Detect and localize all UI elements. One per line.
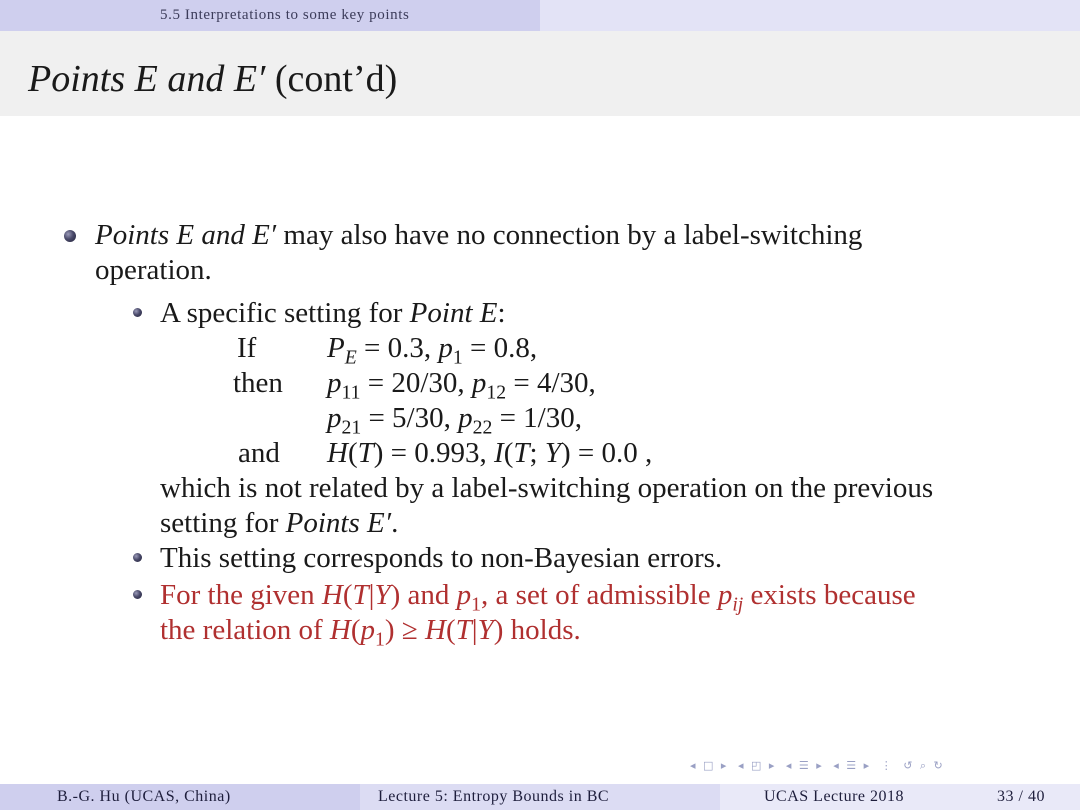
equation-line-4: H(T) = 0.993, I(T; Y) = 0.0 , bbox=[327, 437, 653, 469]
footer-author: B.-G. Hu (UCAS, China) bbox=[57, 788, 231, 805]
sub-bullet-icon bbox=[133, 308, 142, 317]
nav-prev-frame-icon[interactable]: ◂ □ ▸ bbox=[690, 759, 729, 772]
equation-line-3: $p_{21} = 5/30$, $p_{22} = 1/30$, bbox=[327, 402, 582, 439]
section-navigation-label[interactable]: 5.5 Interpretations to some key points bbox=[0, 0, 540, 31]
eq-keyword-then: then bbox=[233, 367, 283, 399]
sub-bullet-3-line-2-text-a: the relation of bbox=[160, 614, 330, 646]
title-italic-part: Points E and E′ bbox=[28, 58, 266, 100]
footer-author-section bbox=[0, 784, 360, 810]
bullet-1-text: may also have no connection by a label-switching bbox=[276, 219, 863, 251]
equation-line-1: $P_E = 0.3$, $p_1 = 0.8$, bbox=[327, 332, 538, 369]
after-line-2-period: . bbox=[391, 507, 399, 539]
sub-bullet-1-after-line-2 bbox=[160, 506, 398, 541]
sub-bullet-icon bbox=[133, 553, 142, 562]
sub-bullet-1-line bbox=[160, 296, 506, 331]
sub-bullet-1-after-line-1: which is not related by a label-switching operation on the previous bbox=[160, 472, 934, 504]
footer-page-number: 33 / 40 bbox=[997, 788, 1045, 805]
sub-bullet-icon bbox=[133, 590, 142, 599]
eq-keyword-if: If bbox=[237, 332, 257, 364]
sub-bullet-3-relation: ≥ bbox=[394, 614, 425, 646]
bullet-point-icon bbox=[64, 230, 76, 242]
after-line-2-text: setting for bbox=[160, 507, 286, 539]
nav-section-icon[interactable]: ◂ ☰ ▸ bbox=[785, 759, 824, 772]
sub-bullet-1-colon: : bbox=[497, 297, 506, 329]
sub-bullet-2-line: This setting corresponds to non-Bayesian errors. bbox=[160, 542, 723, 574]
beamer-navigation-bar bbox=[690, 759, 1080, 779]
sub-bullet-3-line-1: For the given H(T|Y) and $p_1$, a set of admissible $p_{ij}$ exists because bbox=[160, 579, 916, 616]
nav-zoom-icon[interactable]: ↺ ⌕ ↻ bbox=[903, 759, 945, 772]
sub-bullet-3-text-b: and bbox=[400, 579, 457, 611]
sub-bullet-3-line-2: the relation of $H(p_1) \ge H(T|Y)$ holds. bbox=[160, 614, 581, 651]
footer-venue-section bbox=[720, 784, 1080, 810]
title-rest: (cont’d) bbox=[265, 58, 398, 100]
sub-bullet-1-italic: Point E bbox=[409, 297, 498, 329]
sub-bullet-3-text-a: For the given bbox=[160, 579, 322, 611]
sub-bullet-3-line-2-text-c: holds. bbox=[503, 614, 581, 646]
nav-search-icon[interactable]: ⋮ bbox=[880, 759, 894, 772]
conditional-entropy-expr: H bbox=[321, 579, 343, 611]
sub-bullet-3-text-d: exists because bbox=[743, 579, 916, 611]
footer-bar bbox=[0, 784, 1080, 810]
bullet-1-line-2: operation. bbox=[95, 254, 212, 286]
eq-keyword-and: and bbox=[238, 437, 280, 469]
footer-venue: UCAS Lecture 2018 bbox=[764, 788, 905, 805]
sub-bullet-3-text-c: , a set of admissible bbox=[481, 579, 718, 611]
footer-lecture-section bbox=[360, 784, 720, 810]
nav-subsection-icon[interactable]: ◂ ☰ ▸ bbox=[833, 759, 872, 772]
footer-lecture-title: Lecture 5: Entropy Bounds in BC bbox=[378, 788, 610, 805]
nav-prev-subsection-icon[interactable]: ◂ ◰ ▸ bbox=[737, 759, 777, 772]
equation-line-2: $p_{11} = 20/30$, $p_{12} = 4/30$, bbox=[327, 367, 596, 404]
sub-bullet-1-text: A specific setting for bbox=[160, 297, 410, 329]
bullet-1-italic: Points E and E′ bbox=[95, 219, 277, 251]
bullet-1-line-1 bbox=[95, 218, 862, 253]
after-line-2-italic: Points E′ bbox=[285, 507, 392, 539]
